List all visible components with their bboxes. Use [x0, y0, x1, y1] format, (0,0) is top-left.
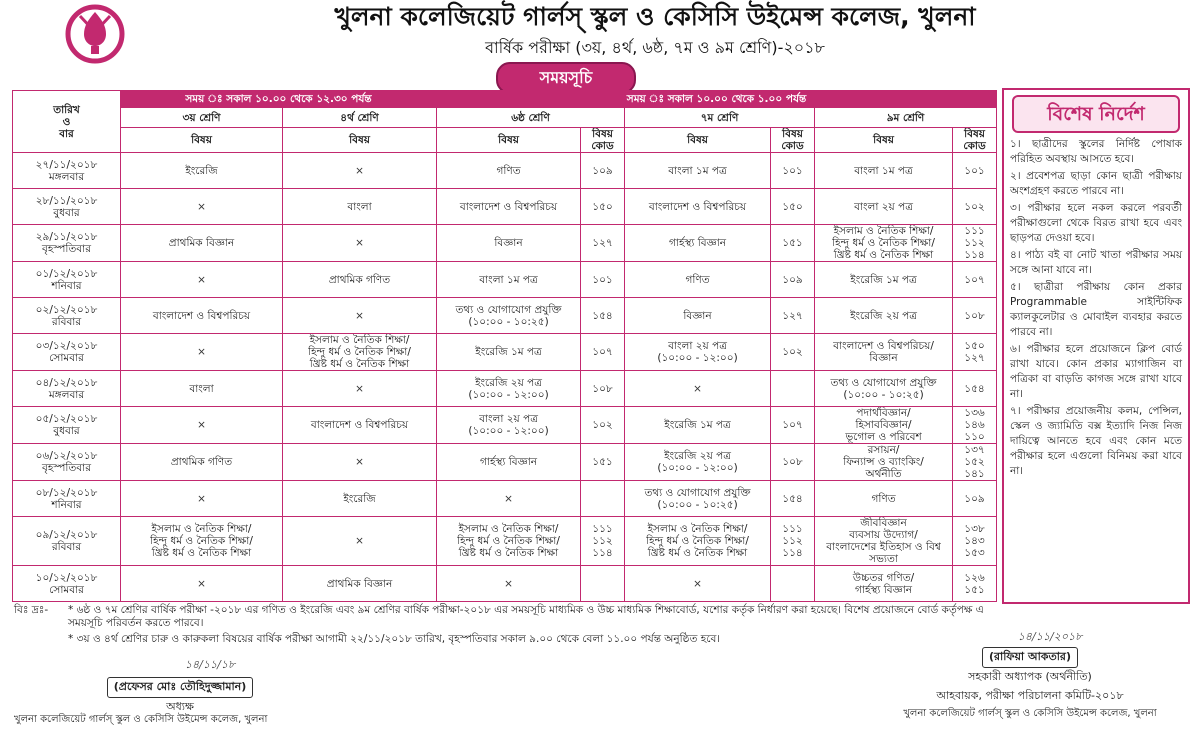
handwritten-date-right: ১৪/১১/২০১৮: [1017, 630, 1083, 643]
class7-subject: বাংলা ২য় পত্র (১০:০০ - ১২:০০): [625, 334, 771, 371]
table-row: [13, 153, 997, 189]
class9-code: ১০৯: [953, 481, 997, 517]
convener-signature-block: [880, 628, 1180, 723]
class6-subject: ইসলাম ও নৈতিক শিক্ষা/ হিন্দু ধর্ম ও নৈতিক শিক্ষা/ খ্রিষ্ট ধর্ম ও নৈতিক শিক্ষা: [437, 517, 581, 566]
instruction-item: ১। ছাত্রীদের স্কুলের নির্দিষ্ট পোষাক পরিহিত অবস্থায় আসতে হবে।: [1010, 138, 1182, 165]
class7-code: ১৫১: [771, 225, 815, 262]
convener-institution: খুলনা কলেজিয়েট গার্লস্ স্কুল ও কেসিসি উইমেন্স কলেজ, খুলনা: [903, 708, 1157, 719]
class7-subject: বিজ্ঞান: [625, 298, 771, 334]
exam-date: ০৪/১২/২০১৮ মঙ্গলবার: [13, 371, 121, 407]
table-row: [13, 189, 997, 225]
class6-subject: বাংলাদেশ ও বিশ্বপরিচয়: [437, 189, 581, 225]
class6-code: ১৫৪: [581, 298, 625, 334]
class3-subject: ইংরেজি: [121, 153, 283, 189]
class6-subject: বাংলা ১ম পত্র: [437, 262, 581, 298]
code-header: বিষয় কোড: [771, 128, 815, 153]
class7-code: [771, 566, 815, 602]
class7-code: ১০৯: [771, 262, 815, 298]
principal-role: অধ্যক্ষ: [166, 700, 194, 713]
instruction-item: ৫। ছাত্রীরা পরীক্ষায় কোন প্রকার Programmable সাইন্টিফিক ক্যালকুলেটার ও মোবাইল ব্যবহার করতে পারবে না।: [1010, 281, 1182, 338]
class7-subject: গার্হস্থ্য বিজ্ঞান: [625, 225, 771, 262]
instructions-list: [1004, 137, 1188, 479]
instruction-item: ২। প্রবেশপত্র ছাড়া কোন ছাত্রী পরীক্ষায় অংশগ্রহণ করতে পারবে না।: [1010, 170, 1182, 197]
exam-date: ০৫/১২/২০১৮ বুধবার: [13, 407, 121, 444]
class-header-9: ৯ম শ্রেণি: [815, 108, 997, 128]
exam-schedule-table: [12, 90, 997, 602]
page-subtitle: বার্ষিক পরীক্ষা (৩য়, ৪র্থ, ৬ষ্ঠ, ৭ম ও ৯ম শ্রেণি)-২০১৮: [485, 38, 825, 57]
class6-subject: ইংরেজি ১ম পত্র: [437, 334, 581, 371]
date-column-header: তারিখ ও বার: [13, 91, 121, 153]
class7-code: [771, 371, 815, 407]
class6-code: [581, 566, 625, 602]
class6-code: ১১১ ১১২ ১১৪: [581, 517, 625, 566]
convener-name: (রাফিয়া আকতার): [982, 647, 1078, 668]
class3-subject: প্রাথমিক গণিত: [121, 444, 283, 481]
handwritten-date-left: ১৪/১১/১৮: [184, 658, 236, 671]
class6-subject: গার্হস্থ্য বিজ্ঞান: [437, 444, 581, 481]
principal-institution: খুলনা কলেজিয়েট গার্লস্ স্কুল ও কেসিসি উইমেন্স কলেজ, খুলনা: [14, 714, 268, 725]
class6-code: ১০১: [581, 262, 625, 298]
class3-subject: ইসলাম ও নৈতিক শিক্ষা/ হিন্দু ধর্ম ও নৈতিক শিক্ষা/ খ্রিষ্ট ধর্ম ও নৈতিক শিক্ষা: [121, 517, 283, 566]
class4-subject: ×: [283, 371, 437, 407]
class4-subject: ×: [283, 225, 437, 262]
table-row: [13, 566, 997, 602]
class4-subject: বাংলাদেশ ও বিশ্বপরিচয়: [283, 407, 437, 444]
table-row: [13, 298, 997, 334]
class9-code: ১০২: [953, 189, 997, 225]
class9-subject: তথ্য ও যোগাযোগ প্রযুক্তি (১০:০০ - ১০:২৫): [815, 371, 953, 407]
class-header-4: ৪র্থ শ্রেণি: [283, 108, 437, 128]
class6-subject: তথ্য ও যোগাযোগ প্রযুক্তি (১০:০০ - ১০:২৫): [437, 298, 581, 334]
code-header: বিষয় কোড: [953, 128, 997, 153]
class9-code: ১০৮: [953, 298, 997, 334]
class-header-6: ৬ষ্ঠ শ্রেণি: [437, 108, 625, 128]
instruction-item: ৬। পরীক্ষার হলে প্রয়োজনে ক্লিপ বোর্ড রাখা যাবে। কোন প্রকার ম্যাগাজিন বা পত্রিকা বা বাড়তি কাগজ সঙ্গে রাখা যাবে না।: [1010, 343, 1182, 400]
class4-subject: ইংরেজি: [283, 481, 437, 517]
class4-subject: বাংলা: [283, 189, 437, 225]
exam-date: ০৯/১২/২০১৮ রবিবার: [13, 517, 121, 566]
exam-date: ২৭/১১/২০১৮ মঙ্গলবার: [13, 153, 121, 189]
class7-subject: বাংলাদেশ ও বিশ্বপরিচয়: [625, 189, 771, 225]
class6-code: ১০৭: [581, 334, 625, 371]
convener-committee: আহবায়ক, পরীক্ষা পরিচালনা কমিটি-২০১৮: [936, 689, 1124, 702]
class7-code: ১০৮: [771, 444, 815, 481]
class9-subject: ইংরেজি ২য় পত্র: [815, 298, 953, 334]
class9-subject: ইংরেজি ১ম পত্র: [815, 262, 953, 298]
class4-subject: ×: [283, 153, 437, 189]
table-row: [13, 444, 997, 481]
class-header-3: ৩য় শ্রেণি: [121, 108, 283, 128]
class7-code: ১২৭: [771, 298, 815, 334]
class6-subject: ×: [437, 481, 581, 517]
class4-subject: ×: [283, 517, 437, 566]
class9-code: ১১১ ১১২ ১১৪: [953, 225, 997, 262]
exam-date: ০১/১২/২০১৮ শনিবার: [13, 262, 121, 298]
table-row: [13, 407, 997, 444]
class6-subject: বাংলা ২য় পত্র (১০:০০ - ১২:০০): [437, 407, 581, 444]
class6-code: ১০২: [581, 407, 625, 444]
class3-subject: প্রাথমিক বিজ্ঞান: [121, 225, 283, 262]
class7-subject: ×: [625, 371, 771, 407]
class6-subject: গণিত: [437, 153, 581, 189]
exam-date: ১০/১২/২০১৮ সোমবার: [13, 566, 121, 602]
principal-signature-block: [60, 656, 300, 717]
class7-code: ১৫৪: [771, 481, 815, 517]
class3-subject: ×: [121, 481, 283, 517]
class9-subject: ইসলাম ও নৈতিক শিক্ষা/ হিন্দু ধর্ম ও নৈতিক শিক্ষা/ খ্রিষ্ট ধর্ম ও নৈতিক শিক্ষা: [815, 225, 953, 262]
exam-date: ০৩/১২/২০১৮ সোমবার: [13, 334, 121, 371]
class9-code: ১৩৭ ১৫২ ১৪১: [953, 444, 997, 481]
exam-date: ০৬/১২/২০১৮ বৃহস্পতিবার: [13, 444, 121, 481]
subject-header: বিষয়: [283, 128, 437, 153]
footnote-label: বিঃ দ্রঃ-: [14, 604, 49, 616]
class7-subject: ইংরেজি ২য় পত্র (১০:০০ - ১২:০০): [625, 444, 771, 481]
table-row: [13, 225, 997, 262]
exam-date: ২৯/১১/২০১৮ বৃহস্পতিবার: [13, 225, 121, 262]
class4-subject: প্রাথমিক গণিত: [283, 262, 437, 298]
class9-subject: উচ্চতর গণিত/ গার্হস্থ্য বিজ্ঞান: [815, 566, 953, 602]
class9-code: ১৫৪: [953, 371, 997, 407]
subject-header: বিষয়: [815, 128, 953, 153]
footnote-1: [14, 604, 994, 630]
footnote-text-1: * ৬ষ্ঠ ও ৭ম শ্রেণির বার্ষিক পরীক্ষা -২০১৮ এর গণিত ও ইংরেজি এবং ৯ম শ্রেণির বার্ষিক পরীক্ষা-২০১৮ এর সময়সূচি মাধ্যমিক ও উচ্চ মাধ্যমিক শিক্ষাবোর্ড, যশোর কর্তৃক নির্ধারণ করা হয়েছে। বিশেষ প্রয়োজনে বোর্ড কর্তৃপক্ষ এ সময়সূচি পরিবর্তন করতে পারবে।: [68, 604, 984, 629]
convener-role: সহকারী অধ্যাপক (অর্থনীতি): [968, 670, 1092, 683]
class3-subject: ×: [121, 566, 283, 602]
class4-subject: প্রাথমিক বিজ্ঞান: [283, 566, 437, 602]
principal-name: (প্রফেসর মোঃ তৌহিদুজ্জামান): [107, 677, 254, 698]
class-header-7: ৭ম শ্রেণি: [625, 108, 815, 128]
time-header-senior: সময় ঃ সকাল ১০.০০ থেকে ১.০০ পর্যন্ত: [437, 91, 997, 108]
class9-code: ১০৭: [953, 262, 997, 298]
class9-subject: বাংলা ১ম পত্র: [815, 153, 953, 189]
class3-subject: ×: [121, 262, 283, 298]
class6-code: ১৫১: [581, 444, 625, 481]
special-instructions-panel: [1002, 88, 1190, 604]
class9-subject: বাংলাদেশ ও বিশ্বপরিচয়/ বিজ্ঞান: [815, 334, 953, 371]
class7-subject: গণিত: [625, 262, 771, 298]
class3-subject: ×: [121, 407, 283, 444]
class9-code: ১০১: [953, 153, 997, 189]
class3-subject: ×: [121, 189, 283, 225]
class3-subject: বাংলাদেশ ও বিশ্বপরিচয়: [121, 298, 283, 334]
class6-subject: বিজ্ঞান: [437, 225, 581, 262]
table-row: [13, 517, 997, 566]
instruction-item: ৩। পরীক্ষার হলে নকল করলে পরবর্তী পরীক্ষাগুলো থেকে বিরত রাখা হবে এবং ছাড়পত্র দেওয়া হবে।: [1010, 202, 1182, 244]
table-row: [13, 262, 997, 298]
class9-code: ১৩৬ ১৪৬ ১১০: [953, 407, 997, 444]
class6-code: ১০৮: [581, 371, 625, 407]
class6-code: ১৫০: [581, 189, 625, 225]
class9-subject: জীববিজ্ঞান ব্যবসায় উদ্যোগ/ বাংলাদেশের ইতিহাস ও বিশ্ব সভ্যতা: [815, 517, 953, 566]
table-row: [13, 371, 997, 407]
class4-subject: ইসলাম ও নৈতিক শিক্ষা/ হিন্দু ধর্ম ও নৈতিক শিক্ষা/ খ্রিষ্ট ধর্ম ও নৈতিক শিক্ষা: [283, 334, 437, 371]
exam-date: ২৮/১১/২০১৮ বুধবার: [13, 189, 121, 225]
class9-code: ১৫০ ১২৭: [953, 334, 997, 371]
class9-subject: পদার্থবিজ্ঞান/ হিসাববিজ্ঞান/ ভূগোল ও পরিবেশ: [815, 407, 953, 444]
time-header-junior: সময় ঃ সকাল ১০.০০ থেকে ১২.৩০ পর্যন্ত: [121, 91, 437, 108]
instruction-item: ৪। পাঠ্য বই বা নোট খাতা পরীক্ষার সময় সঙ্গে আনা যাবে না।: [1010, 249, 1182, 276]
class7-subject: তথ্য ও যোগাযোগ প্রযুক্তি (১০:০০ - ১০:২৫): [625, 481, 771, 517]
class6-subject: ×: [437, 566, 581, 602]
page-title: খুলনা কলেজিয়েট গার্লস্ স্কুল ও কেসিসি উইমেন্স কলেজ, খুলনা: [334, 2, 976, 31]
footnote-text-2: * ৩য় ও ৪র্থ শ্রেণির চারু ও কারুকলা বিষয়ের বার্ষিক পরীক্ষা আগামী ২২/১১/২০১৮ তারিখ, বৃহস্পতিবার সকাল ৯.০০ থেকে বেলা ১১.০০ পর্যন্ত অনুষ্ঠিত হবে।: [68, 633, 721, 645]
subject-header: বিষয়: [121, 128, 283, 153]
class9-code: ১৩৮ ১৪৩ ১৫৩: [953, 517, 997, 566]
instruction-item: ৭। পরীক্ষার প্রয়োজনীয় কলম, পেন্সিল, স্কেল ও জ্যামিতি বক্স ইত্যাদি নিজ নিজ দায়িত্বে আনতে হবে এবং কোন মতে পরীক্ষার হলে এগুলো বিনিময় করা যাবে না।: [1010, 405, 1182, 477]
class9-subject: রসায়ন/ ফিন্যান্স ও ব্যাংকিং/ অর্থনীতি: [815, 444, 953, 481]
class6-subject: ইংরেজি ২য় পত্র (১০:০০ - ১২:০০): [437, 371, 581, 407]
subject-header: বিষয়: [625, 128, 771, 153]
code-header: বিষয় কোড: [581, 128, 625, 153]
school-crest-logo: [60, 2, 130, 64]
class6-code: [581, 481, 625, 517]
class7-subject: বাংলা ১ম পত্র: [625, 153, 771, 189]
table-row: [13, 334, 997, 371]
class7-code: ১১১ ১১২ ১১৪: [771, 517, 815, 566]
class6-code: ১২৭: [581, 225, 625, 262]
schedule-badge: সময়সূচি: [496, 62, 636, 94]
footnotes: [14, 604, 994, 646]
class7-subject: ×: [625, 566, 771, 602]
class7-code: ১০৭: [771, 407, 815, 444]
class3-subject: বাংলা: [121, 371, 283, 407]
table-row: [13, 481, 997, 517]
class9-code: ১২৬ ১৫১: [953, 566, 997, 602]
class7-code: ১৫০: [771, 189, 815, 225]
class4-subject: ×: [283, 444, 437, 481]
class6-code: ১০৯: [581, 153, 625, 189]
class4-subject: ×: [283, 298, 437, 334]
class7-code: ১০২: [771, 334, 815, 371]
class9-subject: বাংলা ২য় পত্র: [815, 189, 953, 225]
instructions-title: বিশেষ নির্দেশ: [1012, 95, 1180, 133]
exam-date: ০৮/১২/২০১৮ শনিবার: [13, 481, 121, 517]
class9-subject: গণিত: [815, 481, 953, 517]
class7-code: ১০১: [771, 153, 815, 189]
subject-header: বিষয়: [437, 128, 581, 153]
class7-subject: ইসলাম ও নৈতিক শিক্ষা/ হিন্দু ধর্ম ও নৈতিক শিক্ষা/ খ্রিষ্ট ধর্ম ও নৈতিক শিক্ষা: [625, 517, 771, 566]
schedule-body: [13, 153, 997, 602]
class3-subject: ×: [121, 334, 283, 371]
exam-date: ০২/১২/২০১৮ রবিবার: [13, 298, 121, 334]
class7-subject: ইংরেজি ১ম পত্র: [625, 407, 771, 444]
